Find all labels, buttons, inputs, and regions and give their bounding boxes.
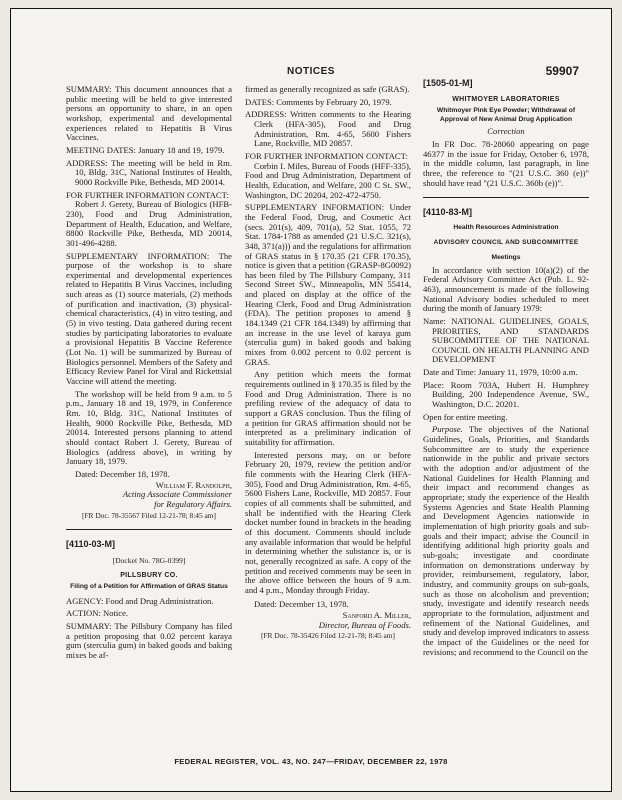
column-3 bbox=[423, 69, 589, 660]
signer-title-line-2: for Regulatory Affairs. bbox=[154, 498, 232, 509]
subcommittee-name: Name: NATIONAL GUIDELINES, GOALS, PRIORITIES, AND STANDARDS SUBCOMMITTEE OF THE NATIONAL COUNCIL ON HEALTH PLANNING AND DEVELOPMENT bbox=[423, 315, 589, 365]
signer-name: Sanford A. Miller, bbox=[342, 610, 411, 621]
meeting-place: Place: Room 703A, Hubert H. Humphrey Building, 200 Independence Avenue, SW., Washington, D.C. 20201. bbox=[423, 379, 589, 410]
gras-continuation: firmed as generally recognized as safe (GRAS). bbox=[245, 84, 410, 94]
section-divider bbox=[66, 529, 232, 530]
comments-paragraph: Interested persons may, on or before February 20, 1979, review the petition and/or file comments with the Hearing Clerk (HFA-305), Food and Drug Administration, Rm. 4-65, 5600 Fishers Lane, Rockville, MD 20857. Four copies of all comments shall be submitted, and shall be indentified with the Hearing Clerk docket number found in brackets in the heading of this document. Comments should include any available information that would be helpful in determining whether the substance is, or is not, generally recognized as safe. A copy of the petition and received comments may be seen in the above office between the hours of 9 a.m. and 4 p.m., Monday through Friday. bbox=[245, 449, 411, 595]
meetings-heading: Meetings bbox=[491, 254, 521, 262]
meeting-dates: MEETING DATES: January 18 and 19, 1979. bbox=[66, 144, 225, 155]
address-paragraph: ADDRESS: Written comments to the Hearing Clerk (HFA-305), Food and Drug Administration, Rm. 4-65, 5600 Fishers Lane, Rockville, MD 20857. bbox=[245, 109, 411, 149]
correction-body: In FR Doc. 78-28060 appearing on page 46377 in the issue for Friday, October 6, 1978, in the middle column, last paragraph, in line three, the reference to "(21 U.S.C. 360 (e))" should have read "(21 U.S.C. 360b (e))". bbox=[423, 138, 589, 188]
purpose-text: The objectives of the National Guidelines, Goals, Priorities, and Standards Subcommittee are to study the experience nationwide in the public and private sectors with the adoption and/or adjustment of the National Guidelines for Health Planning and their impact and recommend changes as appropriate; study the experience of the Health Systems Agencies and State Health Planning and Development Agencies nationwide in implementation of high priority goals and sub-goals and their impact; advise the Council in identifying additional high priority goals and sub-goals; investigate and coordinate information on demonstrations underway by provider, reimbursement, regulatory, labor, industry, and community groups on sub-goals, such as those on alcoholism and prevention; study, investigate and identify research needs appropriate to the formulation, adjustment and refinement of the National Guidelines, and study and develop improved indicators to assess the impact of the Guidelines or the need for revisions; and recommend to the Council on the bbox=[423, 424, 589, 657]
action-line: ACTION: Notice. bbox=[66, 608, 129, 619]
council-heading: ADVISORY COUNCIL AND SUBCOMMITTEE bbox=[433, 239, 579, 247]
purpose-label: Purpose. bbox=[432, 424, 463, 435]
document-id-2: [4110-83-M] bbox=[423, 207, 473, 218]
column-2 bbox=[245, 85, 411, 644]
running-header-title: NOTICES bbox=[287, 66, 335, 77]
page-footer: FEDERAL REGISTER, VOL. 43, NO. 247—FRIDAY, DECEMBER 22, 1978 bbox=[174, 757, 448, 766]
filing-title: Filing of a Petition for Affirmation of GRAS Status bbox=[70, 583, 228, 591]
dated-line: Dated: December 18, 1978. bbox=[75, 468, 170, 479]
comment-dates: DATES: Comments by February 20, 1979. bbox=[245, 96, 392, 107]
correction-heading: Correction bbox=[487, 126, 525, 137]
dated-line: Dated: December 13, 1978. bbox=[254, 599, 349, 610]
summary-pillsbury: SUMMARY: The Pillsbury Company has filed a petition proposing that 0.02 percent karaya gum (sterculia gum) in baked goods and baking mixes be af- bbox=[66, 621, 232, 660]
further-info-body: Corbin I. Miles, Bureau of Foods (HFF-335), Food and Drug Administration, Department of Health, Education, and Welfare, 200 C St. SW., Washington, DC 20204, 202-472-4750. bbox=[245, 160, 411, 200]
signer-name: William F. Randolph, bbox=[155, 479, 232, 490]
further-info-body: Robert J. Gerety, Bureau of Biologics (HFB-230), Food and Drug Administration, Department of Health, Education, and Welfare, 8800 Rockville Pike, Bethesda, MD 20014, 301-496-4288. bbox=[66, 199, 232, 248]
summary-paragraph: SUMMARY: This document announces that a public meeting will be held to give interested persons an opportunity to share, in an open workshop, experimental and developmental experiences related to Hepatitis B Virus Vaccines. bbox=[66, 84, 232, 143]
date-and-time: Date and Time: January 11, 1979, 10:00 a.m. bbox=[423, 367, 578, 378]
further-info-heading: FOR FURTHER INFORMATION CONTACT: bbox=[245, 150, 408, 161]
signer-title: Director, Bureau of Foods. bbox=[318, 619, 411, 630]
petition-filing-paragraph: Any petition which meets the format requirements outlined in § 170.35 is filed by the Food and Drug Administration. There is no prefiling review of the adequacy of data to support a GRAS conclusion. Thus the filing of a petition for GRAS affirmation should not be interpreted as a preliminary indication of suitability for affirmation. bbox=[245, 369, 411, 447]
document-page bbox=[10, 8, 612, 792]
purpose-paragraph bbox=[423, 425, 589, 657]
open-status: Open for entire meeting. bbox=[423, 411, 508, 422]
intro-paragraph: In accordance with section 10(a)(2) of the Federal Advisory Committee Act (Pub. L. 92-463), announcement is made of the following National Advisory bodies scheduled to meet during the month of January 1979: bbox=[423, 264, 589, 314]
further-info-heading: FOR FURTHER INFORMATION CONTACT: bbox=[66, 189, 229, 200]
fr-doc-filing: [FR Doc. 78-35426 Filed 12-21-78; 8:45 am] bbox=[260, 631, 396, 641]
agency-line: AGENCY: Food and Drug Administration. bbox=[66, 595, 214, 606]
document-id: [1505-01-M] bbox=[423, 78, 473, 88]
page-number: 59907 bbox=[545, 64, 579, 78]
section-divider bbox=[423, 197, 589, 198]
fr-doc-filing: [FR Doc. 78-35567 Filed 12-21-78; 8:45 am] bbox=[81, 510, 217, 520]
supplementary-info: SUPPLEMENTARY INFORMATION: Under the Federal Food, Drug, and Cosmetic Act (secs. 201(s), 409, 701(a), 52 Stat. 1055, 72 Stat. 1784-1788 as amended (21 U.S.C. 321(s), 348, 371(a))) and the regulations for affirmation of GRAS status in § 170.35 (21 CFR 170.35), notice is given that a petition (GRASP-8G0092) has been filed by The Pillsbury Company, 311 Second Street SW., Minneapolis, MN 55414, and placed on display at the office of the Hearing Clerk, Food and Drug Administration (FDA). The petition proposes to amend § 184.1349 (21 CFR 184.1349) by affirming that an increase in the use level of karaya gum (sterculia gum) in baked goods and baking mixes from 0.002 percent to 0.02 percent is GRAS. bbox=[245, 202, 411, 367]
signer-title-line-1: Acting Associate Commissioner bbox=[122, 489, 232, 500]
agency-heading-2: Health Resources Administration bbox=[453, 223, 559, 231]
workshop-details: The workshop will be held from 9 a.m. to 5 p.m., January 18 and 19, 1979, in Conference Rm. 10, Bldg. 31C, National Institutes of Health, 9000 Rockville Pike, Bethesda, MD 20014. Interested persons planning to attend should contact Robert J. Gerety, Bureau of Biologics (address above), in writing by January 18, 1979. bbox=[66, 388, 232, 467]
company-heading: PILLSBURY CO. bbox=[120, 571, 178, 579]
document-id: [4110-03-M] bbox=[66, 539, 116, 550]
supplementary-info: SUPPLEMENTARY INFORMATION: The purpose of the workshop is to share experimental and developmental experiences related to Hepatitis B Virus Vaccines, including such areas as (1) source materials, (2) methods of purification and inactivation, (3) physical-chemical characteristics, (4) in vitro testing, and (5) in vivo testing. Data gathered during recent studies by participating laboratories to evaluate a provisional Hepatitis B Vaccine Reference (Lot No. 1) will be summarized by Bureau of Biologics personnel. Members of the Safety and Efficacy Review Panel for Viral and Rickettsial Vaccine will attend the meeting. bbox=[66, 250, 232, 387]
column-1 bbox=[66, 85, 232, 664]
address-paragraph: ADDRESS: The meeting will be held in Rm. 10, Bldg. 31C, National Institutes of Health, 9000 Rockville Pike, Bethesda, MD 20014. bbox=[66, 157, 232, 187]
agency-heading: WHITMOYER LABORATORIES bbox=[452, 95, 560, 103]
notice-subject: Whitmoyer Pink Eye Powder; Withdrawal of Approval of New Animal Drug Application bbox=[436, 107, 576, 123]
docket-number: [Docket No. 78G-0399] bbox=[112, 555, 186, 565]
